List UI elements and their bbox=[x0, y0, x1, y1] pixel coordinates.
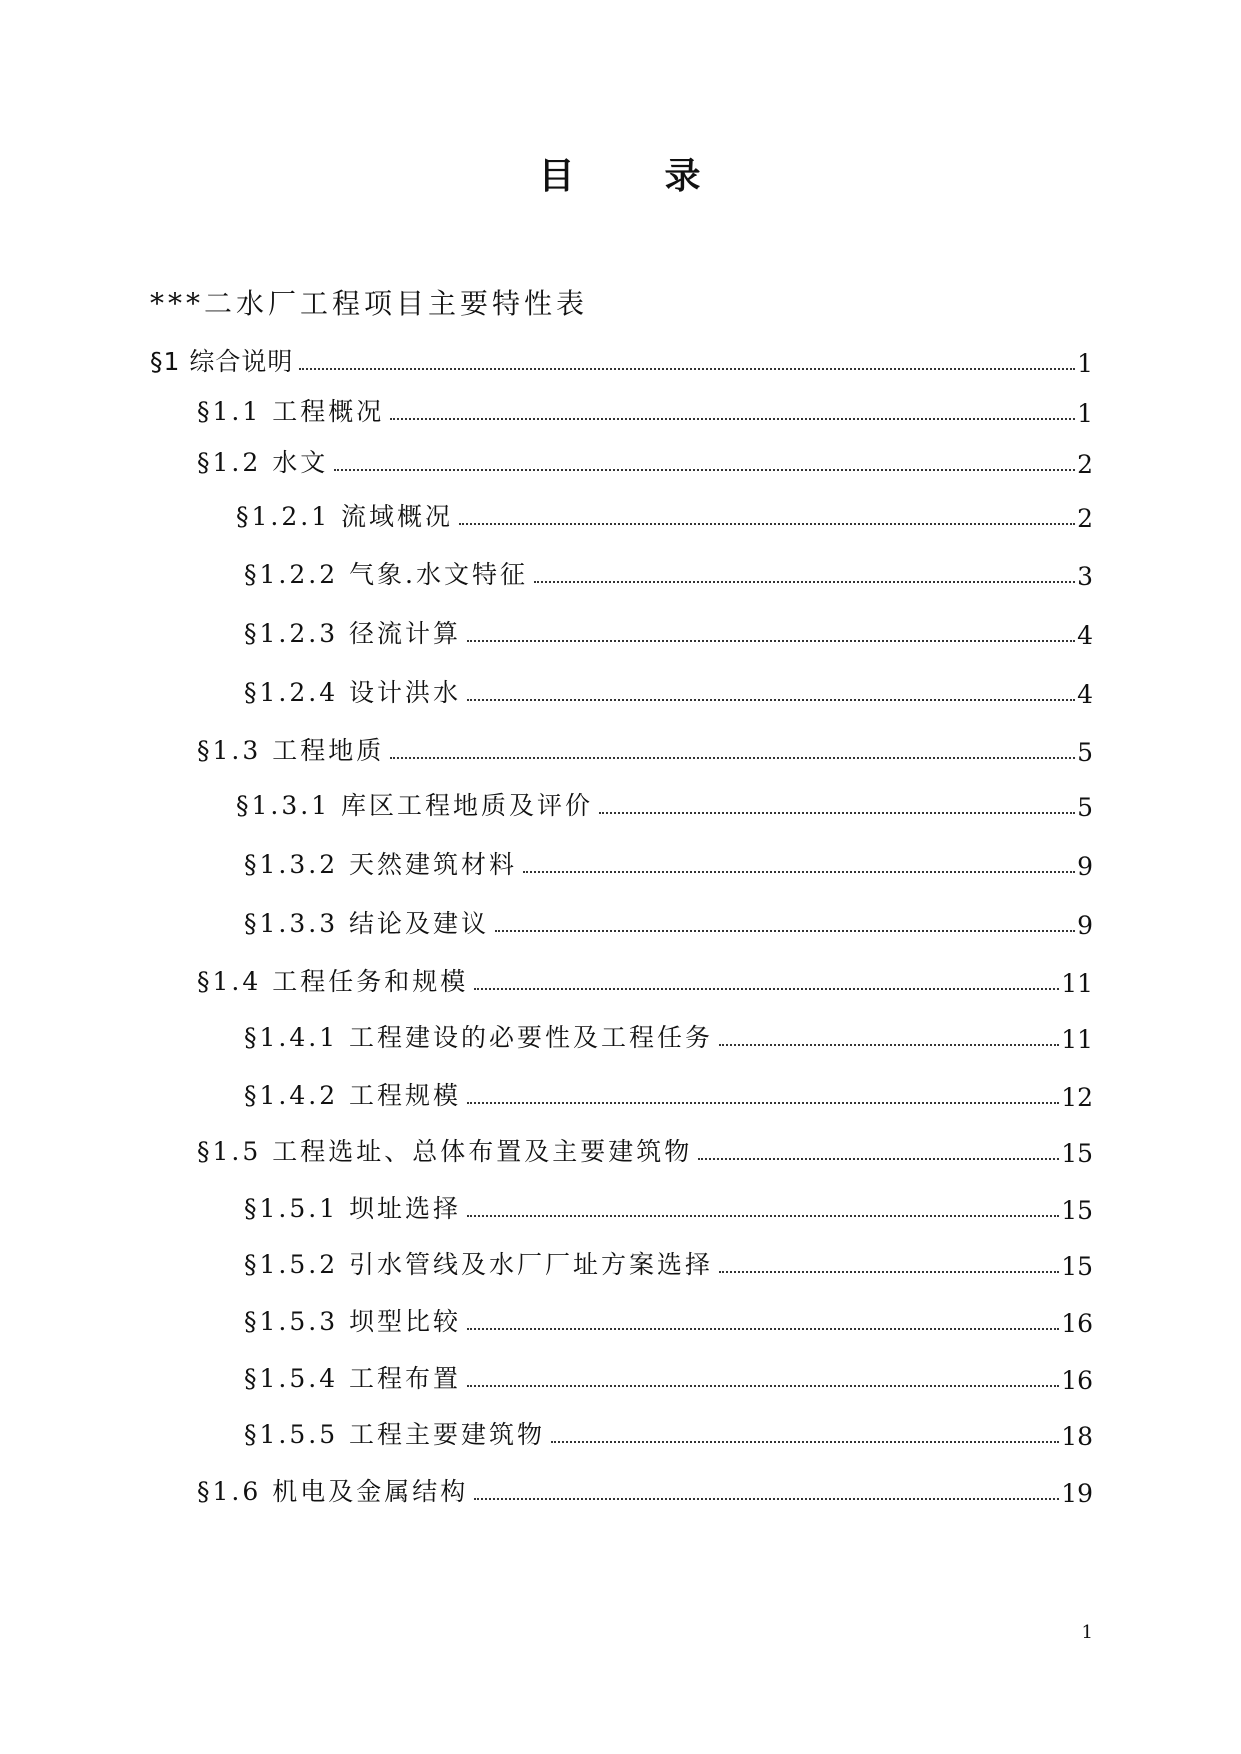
toc-entry-label: §1.2.4 设计洪水 bbox=[244, 678, 462, 707]
toc-entry-label: §1.3.2 天然建筑材料 bbox=[244, 850, 518, 879]
toc-entry-label: §1.2.1 流域概况 bbox=[236, 502, 454, 531]
dot-leader bbox=[474, 988, 1059, 990]
toc-entry-label: §1.5.1 坝址选择 bbox=[244, 1194, 462, 1223]
page-title bbox=[0, 148, 1241, 199]
toc-entry-1-2-3[interactable] bbox=[244, 614, 1093, 650]
title-char-2: 录 bbox=[664, 156, 703, 197]
toc-entry-1-2-1[interactable] bbox=[236, 497, 1093, 533]
toc-entry-1-3-2[interactable] bbox=[244, 845, 1093, 881]
toc-entry-page: 16 bbox=[1061, 1309, 1093, 1338]
toc-entry-label: §1.2 水文 bbox=[197, 448, 329, 477]
dot-leader bbox=[467, 699, 1075, 701]
toc-entry-page: 2 bbox=[1077, 504, 1093, 533]
toc-entry-page: 4 bbox=[1077, 621, 1093, 650]
toc-entry-page: 16 bbox=[1061, 1366, 1093, 1395]
toc-entry-page: 3 bbox=[1077, 562, 1093, 591]
toc-entry-page: 19 bbox=[1061, 1479, 1093, 1508]
dot-leader bbox=[719, 1271, 1059, 1273]
toc-entry-1-6[interactable] bbox=[197, 1472, 1093, 1508]
toc-entry-page: 15 bbox=[1061, 1196, 1093, 1225]
toc-entry-1-4[interactable] bbox=[197, 962, 1093, 998]
toc-entry-1-3[interactable] bbox=[197, 731, 1093, 767]
toc-entry-label: §1.5.3 坝型比较 bbox=[244, 1307, 462, 1336]
toc-entry-label: §1.3 工程地质 bbox=[197, 736, 385, 765]
dot-leader bbox=[467, 640, 1075, 642]
toc-entry-1-2[interactable] bbox=[197, 443, 1093, 479]
dot-leader bbox=[299, 368, 1075, 370]
dot-leader bbox=[599, 812, 1075, 814]
dot-leader bbox=[467, 1328, 1059, 1330]
toc-entry-label: §1.5.5 工程主要建筑物 bbox=[244, 1420, 546, 1449]
toc-entry-page: 15 bbox=[1061, 1252, 1093, 1281]
toc-entry-label: §1.4 工程任务和规模 bbox=[197, 967, 469, 996]
dot-leader bbox=[551, 1441, 1059, 1443]
toc-entry-1-4-1[interactable] bbox=[244, 1018, 1093, 1054]
toc-entry-1-2-2[interactable] bbox=[244, 555, 1093, 591]
toc-entry-label: §1.5.4 工程布置 bbox=[244, 1364, 462, 1393]
dot-leader bbox=[459, 523, 1075, 525]
toc-entry-1-3-1[interactable] bbox=[236, 786, 1093, 822]
dot-leader bbox=[698, 1158, 1059, 1160]
toc-entry-page: 9 bbox=[1077, 852, 1093, 881]
toc-entry-page: 5 bbox=[1077, 738, 1093, 767]
dot-leader bbox=[334, 469, 1075, 471]
toc-subtitle[interactable]: ***二水厂工程项目主要特性表 bbox=[150, 287, 589, 320]
toc-entry-page: 11 bbox=[1061, 969, 1093, 998]
toc-entry-label: §1.4.2 工程规模 bbox=[244, 1081, 462, 1110]
toc-entry-label: §1.3.1 库区工程地质及评价 bbox=[236, 791, 594, 820]
toc-entry-1-5-3[interactable] bbox=[244, 1302, 1093, 1338]
toc-entry-1-5-5[interactable] bbox=[244, 1415, 1093, 1451]
toc-entry-label: §1.5 工程选址、总体布置及主要建筑物 bbox=[197, 1137, 693, 1166]
toc-entry-label: §1.1 工程概况 bbox=[197, 397, 385, 426]
dot-leader bbox=[467, 1215, 1059, 1217]
toc-entry-page: 15 bbox=[1061, 1139, 1093, 1168]
toc-entry-label: §1.3.3 结论及建议 bbox=[244, 909, 490, 938]
toc-entry-1-3-3[interactable] bbox=[244, 904, 1093, 940]
toc-entry-1-2-4[interactable] bbox=[244, 673, 1093, 709]
dot-leader bbox=[467, 1385, 1059, 1387]
toc-entry-1-1[interactable] bbox=[197, 392, 1093, 428]
title-char-1: 目 bbox=[538, 156, 577, 197]
footer-page-number: 1 bbox=[1081, 1622, 1093, 1643]
dot-leader bbox=[390, 757, 1075, 759]
toc-entry-page: 18 bbox=[1061, 1422, 1093, 1451]
dot-leader bbox=[495, 930, 1075, 932]
dot-leader bbox=[474, 1498, 1059, 1500]
toc-entry-1-5-4[interactable] bbox=[244, 1359, 1093, 1395]
toc-entry-label: §1.4.1 工程建设的必要性及工程任务 bbox=[244, 1023, 714, 1052]
toc-entry-page: 11 bbox=[1061, 1025, 1093, 1054]
toc-entry-page: 4 bbox=[1077, 680, 1093, 709]
dot-leader bbox=[467, 1102, 1059, 1104]
toc-entry-1-5[interactable] bbox=[197, 1132, 1093, 1168]
dot-leader bbox=[719, 1044, 1059, 1046]
toc-entry-1[interactable] bbox=[150, 342, 1093, 378]
toc-entry-label: §1.2.2 气象.水文特征 bbox=[244, 560, 529, 589]
dot-leader bbox=[534, 581, 1075, 583]
toc-entry-label: §1 综合说明 bbox=[150, 347, 294, 376]
toc-entry-label: §1.5.2 引水管线及水厂厂址方案选择 bbox=[244, 1250, 714, 1279]
toc-entry-page: 9 bbox=[1077, 911, 1093, 940]
toc-entry-label: §1.6 机电及金属结构 bbox=[197, 1477, 469, 1506]
toc-entry-1-4-2[interactable] bbox=[244, 1076, 1093, 1112]
toc-entry-page: 2 bbox=[1077, 450, 1093, 479]
toc-entry-page: 1 bbox=[1077, 349, 1093, 378]
toc-entry-1-5-2[interactable] bbox=[244, 1245, 1093, 1281]
toc-entry-page: 5 bbox=[1077, 793, 1093, 822]
dot-leader bbox=[390, 418, 1075, 420]
dot-leader bbox=[523, 871, 1075, 873]
toc-entry-page: 12 bbox=[1061, 1083, 1093, 1112]
toc-entry-label: §1.2.3 径流计算 bbox=[244, 619, 462, 648]
toc-entry-1-5-1[interactable] bbox=[244, 1189, 1093, 1225]
toc-entry-page: 1 bbox=[1077, 399, 1093, 428]
